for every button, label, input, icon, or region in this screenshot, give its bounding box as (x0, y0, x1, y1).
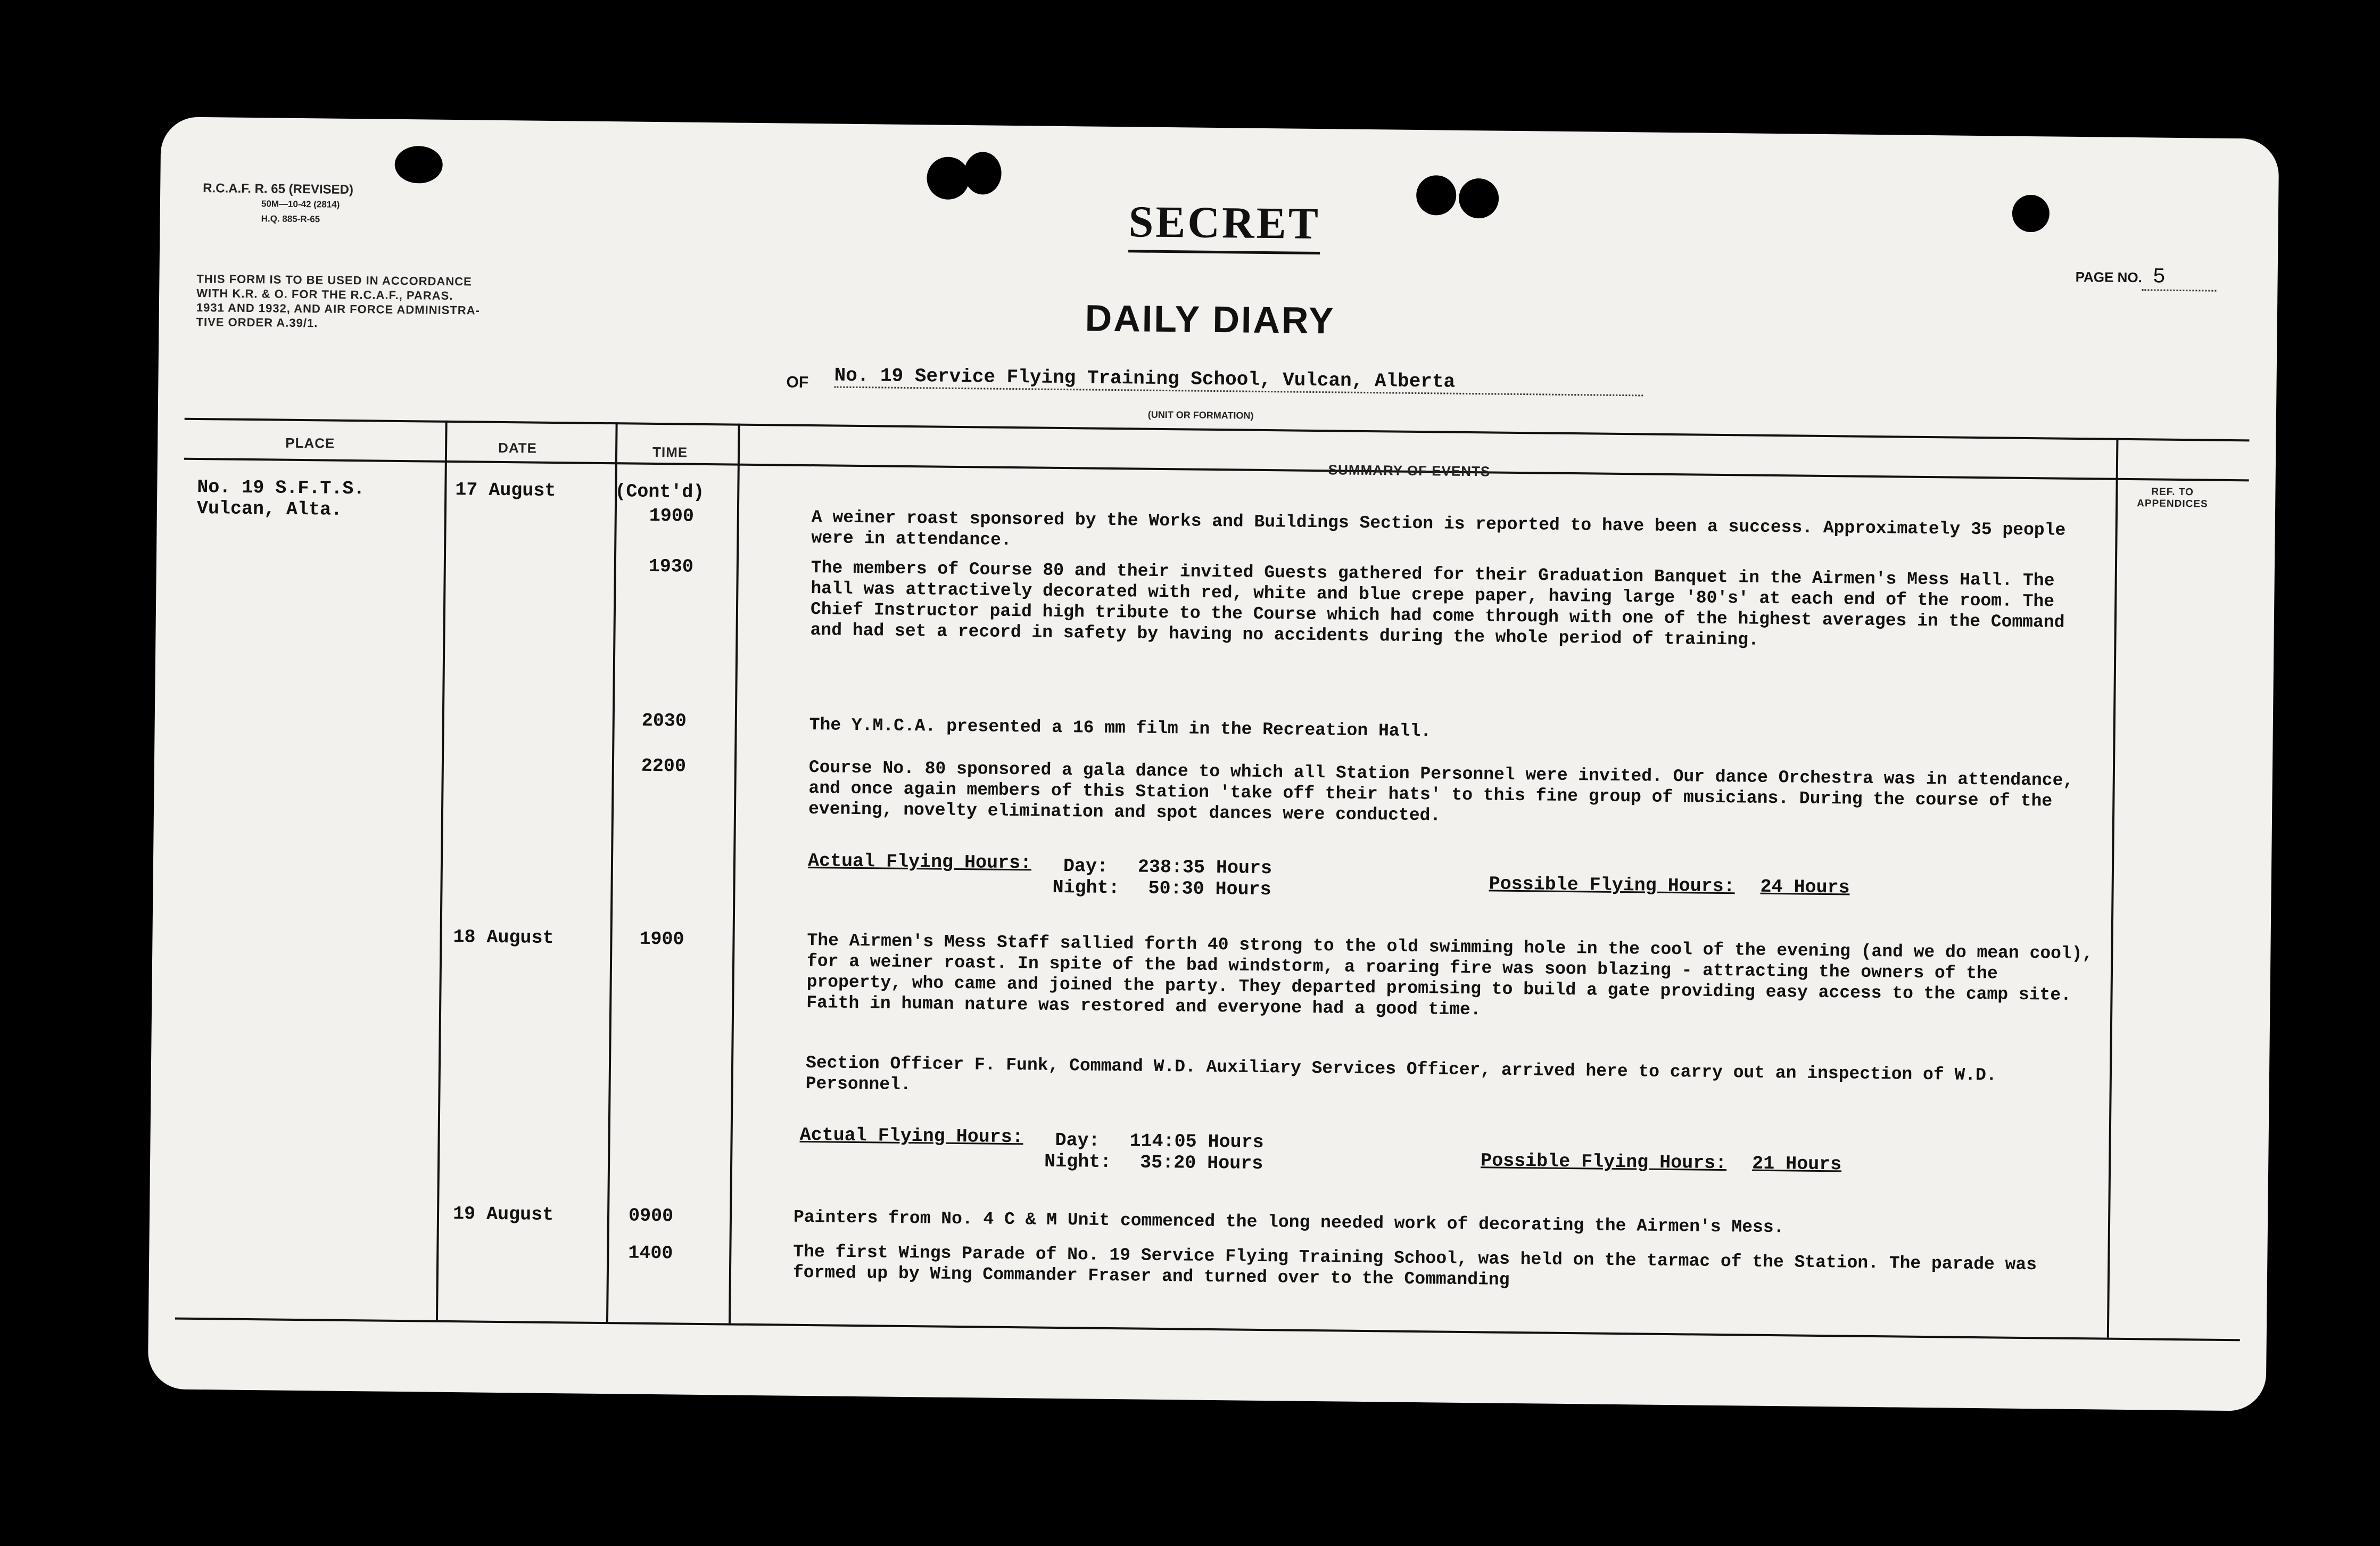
possible-flying-hours-label: Possible Flying Hours: (1489, 873, 1735, 898)
punch-hole (1459, 178, 1499, 219)
diary-entry: A weiner roast sponsored by the Works and Buildings Section is reported to have been a success. Approximately 35 people were in attendance. (811, 507, 2066, 550)
column-divider (729, 424, 740, 1323)
column-header-ref (2137, 486, 2208, 510)
column-header-place: PLACE (285, 434, 335, 451)
page-title: DAILY DIARY (1085, 297, 1336, 342)
entry-time: 1900 (649, 505, 695, 527)
day-hours: 238:35 Hours (1137, 856, 1272, 879)
column-header-date: DATE (498, 439, 538, 456)
night-hours: 35:20 Hours (1139, 1152, 1263, 1175)
header-rule-top (185, 418, 2250, 442)
form-reference (202, 181, 353, 227)
punch-hole (394, 146, 443, 184)
day-hours: 114:05 Hours (1129, 1130, 1264, 1154)
diary-entry: Painters from No. 4 C & M Unit commenced the long needed work of decorating the Airmen's Mess. (793, 1207, 1784, 1238)
form-ref-line: H.Q. 885-R-65 (261, 213, 320, 225)
instruction-line: THIS FORM IS TO BE USED IN ACCORDANCE (196, 272, 472, 289)
entry-time: 1400 (628, 1242, 673, 1264)
possible-flying-hours-label: Possible Flying Hours: (1481, 1150, 1727, 1174)
entry-time: 1900 (639, 928, 684, 950)
header-rule-bottom (184, 458, 2249, 482)
page-number: 5 (2142, 265, 2217, 291)
form-ref-line: R.C.A.F. R. 65 (REVISED) (203, 181, 354, 198)
page-label: PAGE NO. (2075, 268, 2143, 286)
form-ref-line: 50M—10-42 (2814) (261, 199, 340, 210)
form-instructions (196, 272, 480, 332)
entry-time: 2200 (641, 755, 687, 777)
of-label: OF (786, 373, 809, 391)
actual-flying-hours-label: Actual Flying Hours: (799, 1124, 1023, 1148)
diary-entry: Section Officer F. Funk, Command W.D. Auxiliary Services Officer, arrived here to carry out an inspection of W.D. Personnel. (805, 1053, 1997, 1095)
entry-time: 0900 (628, 1205, 674, 1227)
entry-date: 17 August (455, 479, 556, 502)
instruction-line: TIVE ORDER A.39/1. (196, 315, 318, 330)
column-divider (606, 422, 618, 1322)
punch-hole (964, 152, 1002, 195)
entry-time: 2030 (641, 710, 687, 732)
entry-date: 19 August (452, 1203, 554, 1226)
unit-name: No. 19 Service Flying Training School, Vulcan, Alberta (834, 365, 1643, 397)
diary-entry: Course No. 80 sponsored a gala dance to which all Station Personnel were invited. Our dance Orchestra was in attendance, and once again members of this Station 'take off their hats' to this fine group of musicians. During the course of the evening, novelty elimination and spot dances were conducted. (808, 758, 2074, 826)
night-label: Night: (1044, 1150, 1112, 1173)
entry-date-continued: (Cont'd) (615, 481, 705, 503)
footer-rule (175, 1318, 2240, 1342)
ref-header-line: REF. TO (2151, 486, 2194, 498)
page-number-field (2075, 265, 2217, 292)
column-divider (436, 421, 448, 1320)
diary-form (148, 117, 2279, 1411)
ref-header-line: APPENDICES (2137, 498, 2208, 510)
diary-entry: The Y.M.C.A. presented a 16 mm film in the Recreation Hall. (809, 715, 1432, 742)
classification-stamp: SECRET (1128, 196, 1320, 254)
place-line: Vulcan, Alta. (196, 497, 343, 521)
diary-entry: The members of Course 80 and their invited Guests gathered for their Graduation Banquet in the Airmen's Mess Hall. The hall was attractively decorated with red, white and blue crepe paper, having large '80's' at each end of the room. The Chief Instructor paid high tribute to the Course which had come through with one of the highest averages in the Command and had set a record in safety by having no accidents during the whole period of training. (810, 558, 2065, 650)
unit-caption: (UNIT OR FORMATION) (1147, 409, 1254, 421)
possible-flying-hours: 21 Hours (1751, 1153, 1842, 1175)
day-label: Day: (1063, 856, 1109, 877)
punch-hole (2012, 195, 2050, 233)
night-hours: 50:30 Hours (1148, 877, 1271, 901)
diary-entry: The Airmen's Mess Staff sallied forth 40 strong to the old swimming hole in the cool of the evening (and we do mean cool), for a weiner roast. In spite of the bad windstorm, a roaring fire was soon blazing - attracting the owners of the property, who came and joined the party. They departed promising to build a gate providing easy access to the camp site. Faith in human nature was restored and everyone had a good time. (806, 931, 2093, 1020)
instruction-line: 1931 AND 1932, AND AIR FORCE ADMINISTRA- (196, 300, 481, 317)
night-label: Night: (1052, 876, 1120, 899)
column-divider (2107, 438, 2119, 1338)
instruction-line: WITH K.R. & O. FOR THE R.C.A.F., PARAS. (196, 286, 453, 302)
possible-flying-hours: 24 Hours (1760, 876, 1850, 899)
column-header-time: TIME (652, 443, 688, 460)
punch-hole (1416, 175, 1457, 216)
column-header-summary: SUMMARY OF EVENTS (1328, 462, 1491, 480)
actual-flying-hours-label: Actual Flying Hours: (807, 850, 1032, 874)
punch-hole (927, 157, 970, 200)
place-line: No. 19 S.F.T.S. (197, 476, 365, 500)
entry-date: 18 August (453, 926, 554, 949)
diary-entry: The first Wings Parade of No. 19 Service Flying Training School, was held on the tarmac of the Station. The parade was formed up by Wing Commander Fraser and turned over to the Commanding (792, 1241, 2037, 1290)
day-label: Day: (1055, 1129, 1100, 1152)
entry-time: 1930 (648, 555, 694, 578)
